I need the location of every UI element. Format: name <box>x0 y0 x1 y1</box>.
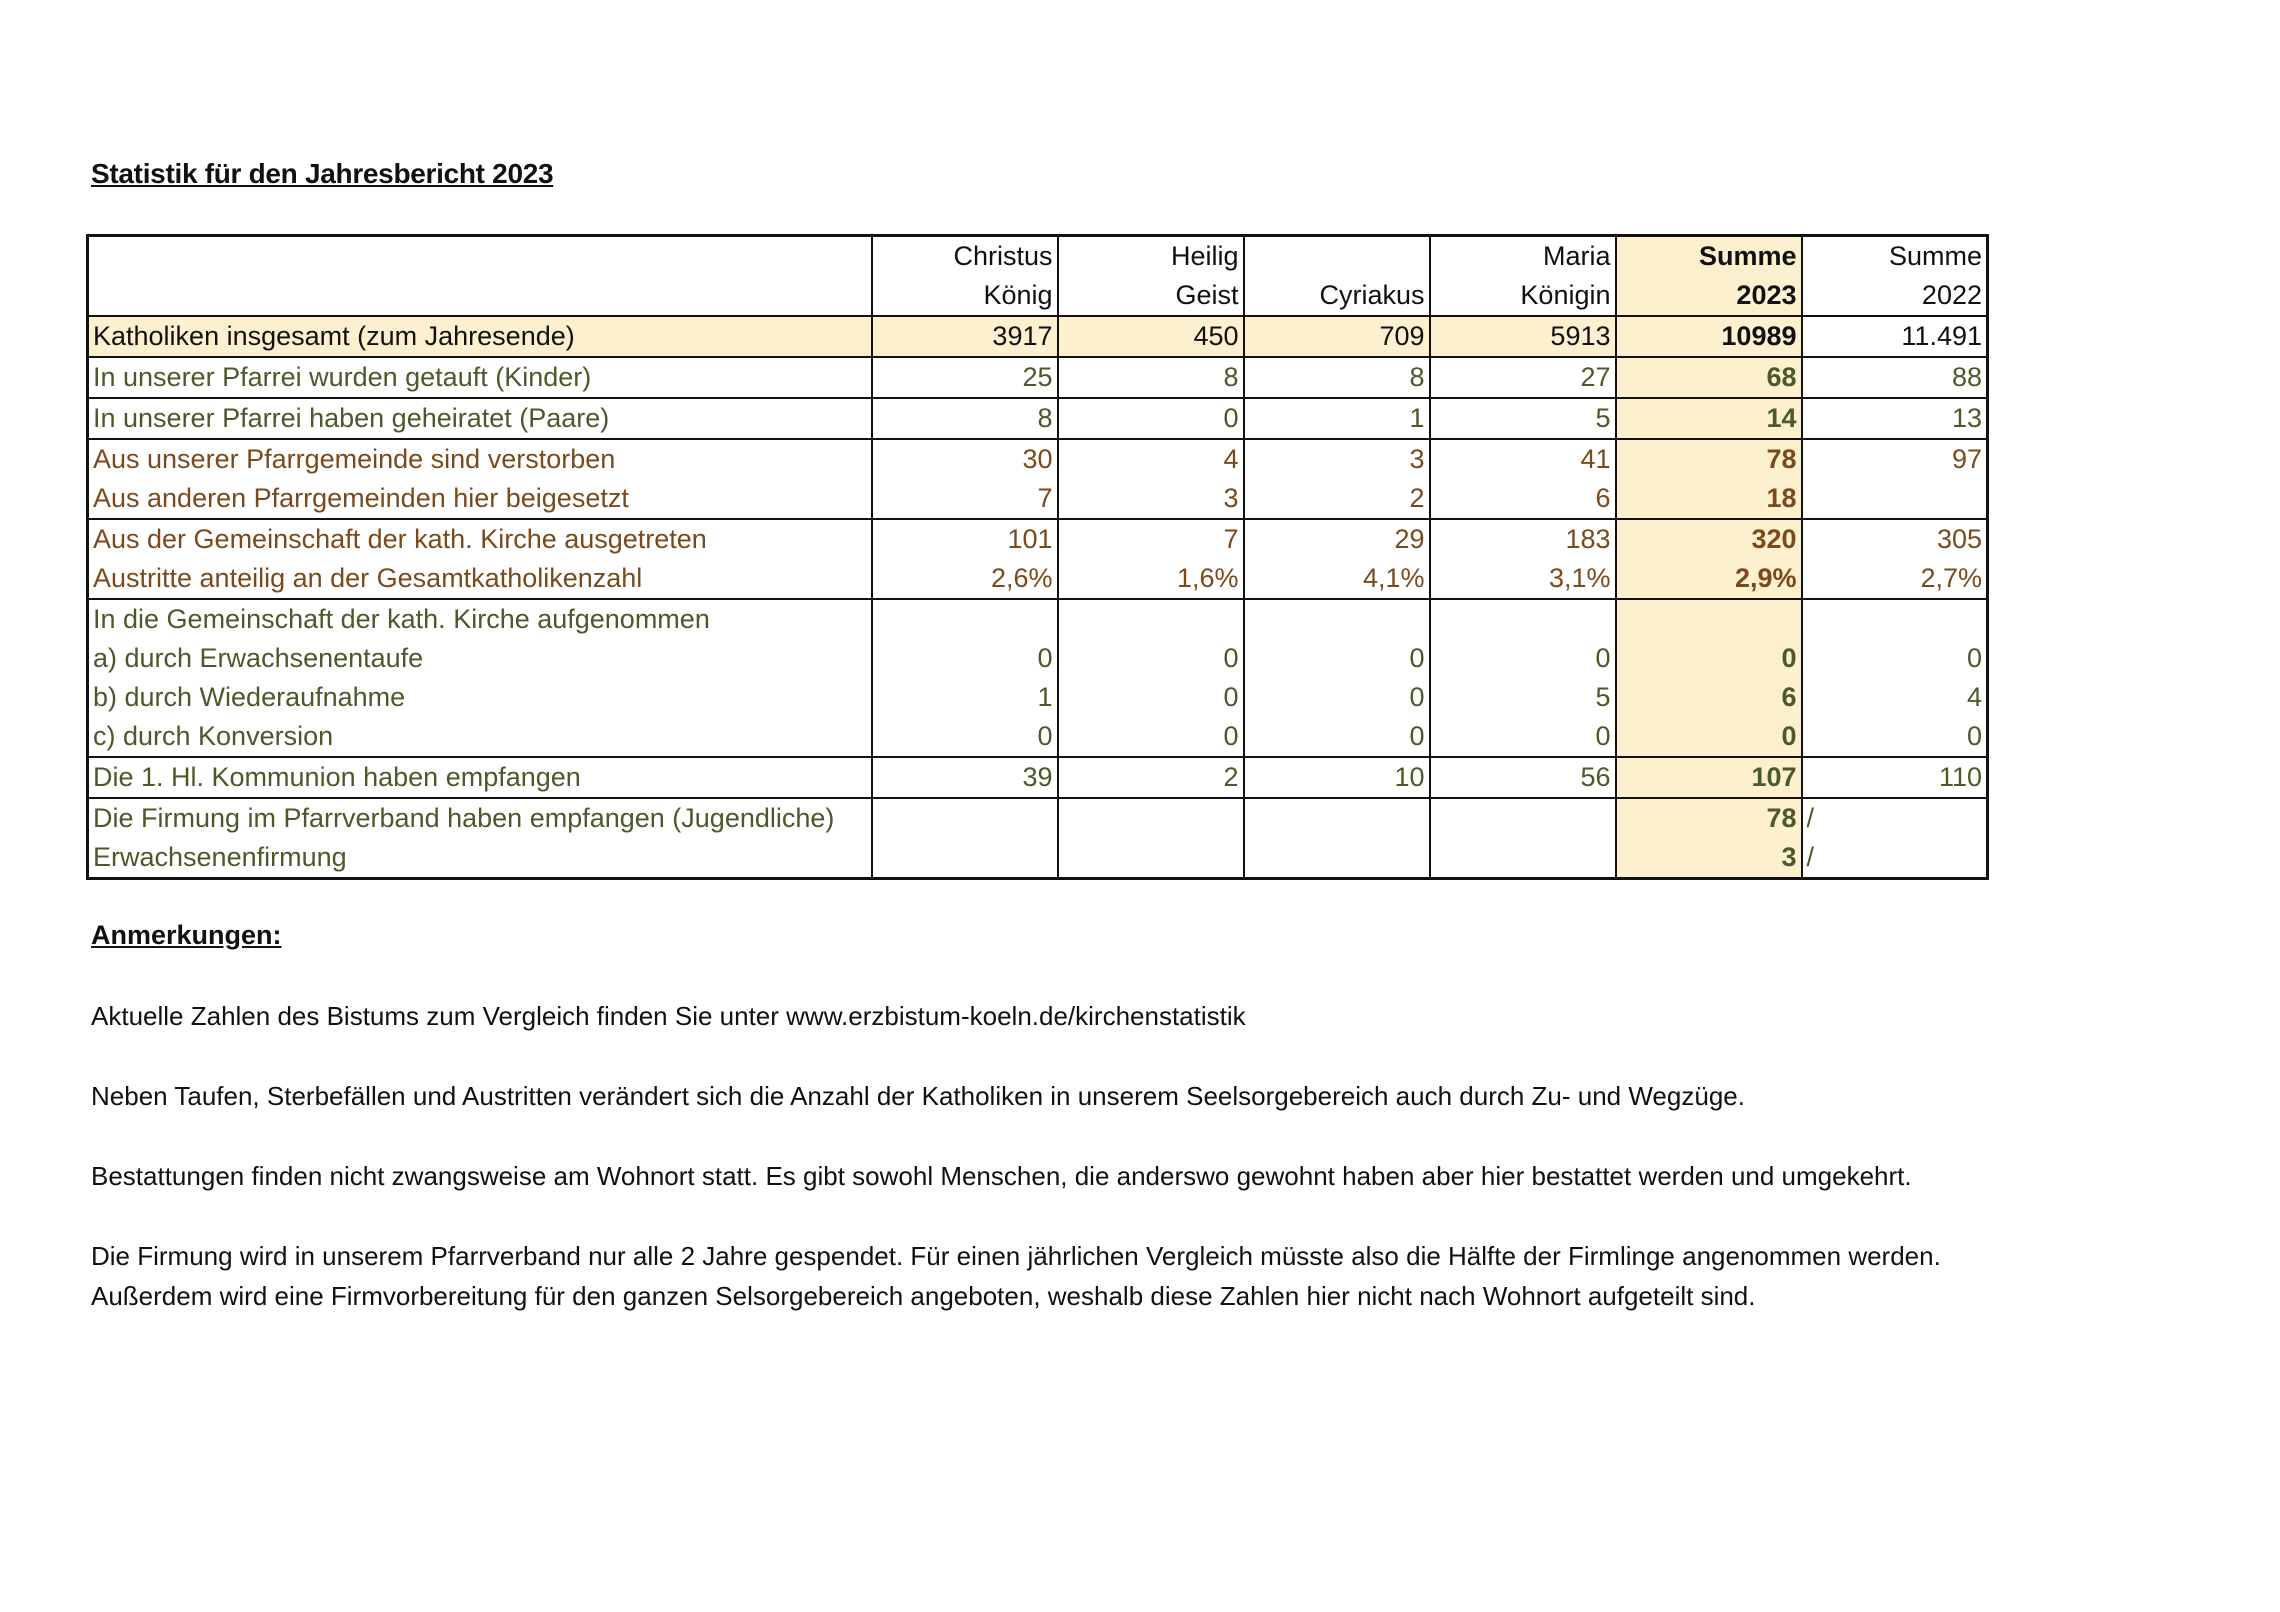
cell-value: 2 <box>1244 479 1430 519</box>
cell-value: 11.491 <box>1802 316 1988 357</box>
cell-value: 450 <box>1058 316 1244 357</box>
row-label: In die Gemeinschaft der kath. Kirche aufgenommen <box>88 599 872 639</box>
cell-value <box>1058 798 1244 838</box>
header-summe-2023-year: 2023 <box>1616 276 1802 316</box>
cell-value: 39 <box>872 757 1058 798</box>
cell-value: 3 <box>1058 479 1244 519</box>
cell-value <box>1430 838 1616 879</box>
cell-value: 13 <box>1802 398 1988 439</box>
page-title: Statistik für den Jahresbericht 2023 <box>91 158 554 189</box>
cell-value <box>1244 798 1430 838</box>
cell-value: 3,1% <box>1430 559 1616 599</box>
cell-value: 0 <box>1430 717 1616 757</box>
header-christus-koenig-2: König <box>872 276 1058 316</box>
cell-sum: 10989 <box>1616 316 1802 357</box>
cell-value: 0 <box>1244 678 1430 717</box>
cell-sum: 78 <box>1616 439 1802 479</box>
cell-value: 7 <box>1058 519 1244 559</box>
cell-value: 709 <box>1244 316 1430 357</box>
note-firmung-line-1: Die Firmung wird in unserem Pfarrverband nur alle 2 Jahre gespendet. Für einen jährlichen Vergleich müsste also die Hälfte der Firmlinge angenommen werden. <box>91 1241 1941 1271</box>
cell-value: 30 <box>872 439 1058 479</box>
table-row-taufen <box>88 357 1988 398</box>
cell-value: 0 <box>1058 639 1244 678</box>
cell-value <box>1430 798 1616 838</box>
table-row-konversion <box>88 717 1988 757</box>
table-row-kommunion <box>88 757 1988 798</box>
cell-value: 3917 <box>872 316 1058 357</box>
statistics-table <box>86 234 1989 880</box>
row-label: c) durch Konversion <box>88 717 872 757</box>
cell-value: 5 <box>1430 398 1616 439</box>
cell-value: 10 <box>1244 757 1430 798</box>
cell-sum: 107 <box>1616 757 1802 798</box>
cell-sum: 14 <box>1616 398 1802 439</box>
table-row-beigesetzt <box>88 479 1988 519</box>
table-row-wiederaufnahme <box>88 678 1988 717</box>
cell-value: 1,6% <box>1058 559 1244 599</box>
cell-value: 0 <box>872 639 1058 678</box>
table-row-aufgenommen <box>88 599 1988 639</box>
cell-value: 1 <box>872 678 1058 717</box>
header-heilig-geist-2: Geist <box>1058 276 1244 316</box>
cell-value: 0 <box>1802 717 1988 757</box>
cell-value <box>872 798 1058 838</box>
cell-value: 5 <box>1430 678 1616 717</box>
table-row-austritte-anteil <box>88 559 1988 599</box>
cell-value: 8 <box>872 398 1058 439</box>
cell-value: 0 <box>1244 717 1430 757</box>
table-row-katholiken <box>88 316 1988 357</box>
cell-value <box>1802 479 1988 519</box>
cell-value: 1 <box>1244 398 1430 439</box>
row-label: In unserer Pfarrei haben geheiratet (Paare) <box>88 398 872 439</box>
cell-value: 4 <box>1802 678 1988 717</box>
table-row-austritte <box>88 519 1988 559</box>
cell-sum: 78 <box>1616 798 1802 838</box>
table-row-trauungen <box>88 398 1988 439</box>
cell-value: 5913 <box>1430 316 1616 357</box>
table-header-row-2 <box>88 276 1988 316</box>
header-empty-cell <box>88 236 872 277</box>
cell-value: 0 <box>1058 717 1244 757</box>
row-label: Erwachsenenfirmung <box>88 838 872 879</box>
row-label: In unserer Pfarrei wurden getauft (Kinder) <box>88 357 872 398</box>
header-cyriakus-2: Cyriakus <box>1244 276 1430 316</box>
cell-value <box>1802 599 1988 639</box>
row-label: Katholiken insgesamt (zum Jahresende) <box>88 316 872 357</box>
header-maria-koenigin-2: Königin <box>1430 276 1616 316</box>
cell-sum: 0 <box>1616 717 1802 757</box>
cell-value: 27 <box>1430 357 1616 398</box>
cell-value: 4 <box>1058 439 1244 479</box>
cell-value: 8 <box>1058 357 1244 398</box>
note-bistum-link: Aktuelle Zahlen des Bistums zum Vergleich finden Sie unter www.erzbistum-koeln.de/kirchenstatistik <box>91 1001 1246 1031</box>
table-row-verstorben <box>88 439 1988 479</box>
cell-value: 8 <box>1244 357 1430 398</box>
header-empty-cell <box>88 276 872 316</box>
cell-value: 101 <box>872 519 1058 559</box>
row-label: Aus der Gemeinschaft der kath. Kirche ausgetreten <box>88 519 872 559</box>
cell-sum: 0 <box>1616 639 1802 678</box>
cell-value: 25 <box>872 357 1058 398</box>
cell-sum: 3 <box>1616 838 1802 879</box>
cell-value: 110 <box>1802 757 1988 798</box>
cell-value <box>872 599 1058 639</box>
header-christus-koenig: Christus <box>872 236 1058 277</box>
cell-value: 0 <box>1058 678 1244 717</box>
cell-value: 6 <box>1430 479 1616 519</box>
cell-value: 88 <box>1802 357 1988 398</box>
row-label: b) durch Wiederaufnahme <box>88 678 872 717</box>
cell-value: 0 <box>1058 398 1244 439</box>
cell-value <box>1244 838 1430 879</box>
cell-value: 97 <box>1802 439 1988 479</box>
cell-value <box>1058 838 1244 879</box>
cell-sum: 320 <box>1616 519 1802 559</box>
cell-slash: / <box>1802 838 1988 879</box>
cell-sum <box>1616 599 1802 639</box>
cell-slash: / <box>1802 798 1988 838</box>
cell-value: 29 <box>1244 519 1430 559</box>
cell-value: 7 <box>872 479 1058 519</box>
cell-value: 0 <box>1430 639 1616 678</box>
cell-value: 56 <box>1430 757 1616 798</box>
row-label: Austritte anteilig an der Gesamtkatholikenzahl <box>88 559 872 599</box>
cell-value: 305 <box>1802 519 1988 559</box>
cell-value: 2,7% <box>1802 559 1988 599</box>
note-zu-wegzuege: Neben Taufen, Sterbefällen und Austritten verändert sich die Anzahl der Katholiken in unserem Seelsorgebereich auch durch Zu- und Wegzüge. <box>91 1081 1745 1111</box>
cell-value: 2,6% <box>872 559 1058 599</box>
note-bestattungen: Bestattungen finden nicht zwangsweise am Wohnort statt. Es gibt sowohl Menschen, die anderswo gewohnt haben aber hier bestattet werden und umgekehrt. <box>91 1161 1912 1191</box>
cell-value: 0 <box>1802 639 1988 678</box>
row-label: Aus anderen Pfarrgemeinden hier beigesetzt <box>88 479 872 519</box>
notes-heading: Anmerkungen: <box>91 920 282 950</box>
header-summe-2022: Summe <box>1802 236 1988 277</box>
header-maria-koenigin: Maria <box>1430 236 1616 277</box>
cell-value <box>872 838 1058 879</box>
table-row-erwachsenentaufe <box>88 639 1988 678</box>
header-summe-2022-year: 2022 <box>1802 276 1988 316</box>
header-heilig-geist: Heilig <box>1058 236 1244 277</box>
note-firmung-line-2: Außerdem wird eine Firmvorbereitung für den ganzen Selsorgebereich angeboten, weshalb diese Zahlen hier nicht nach Wohnort aufgeteilt sind. <box>91 1281 1756 1311</box>
cell-sum: 68 <box>1616 357 1802 398</box>
row-label: a) durch Erwachsenentaufe <box>88 639 872 678</box>
cell-value: 4,1% <box>1244 559 1430 599</box>
cell-value: 0 <box>872 717 1058 757</box>
header-cyriakus <box>1244 236 1430 277</box>
cell-value: 2 <box>1058 757 1244 798</box>
cell-sum: 2,9% <box>1616 559 1802 599</box>
cell-value: 0 <box>1244 639 1430 678</box>
cell-sum: 18 <box>1616 479 1802 519</box>
cell-value: 41 <box>1430 439 1616 479</box>
row-label: Die Firmung im Pfarrverband haben empfangen (Jugendliche) <box>88 798 872 838</box>
row-label: Aus unserer Pfarrgemeinde sind verstorben <box>88 439 872 479</box>
cell-value: 3 <box>1244 439 1430 479</box>
cell-value <box>1244 599 1430 639</box>
cell-value: 183 <box>1430 519 1616 559</box>
table-row-erwachsenenfirmung <box>88 838 1988 879</box>
row-label: Die 1. Hl. Kommunion haben empfangen <box>88 757 872 798</box>
header-summe-2023: Summe <box>1616 236 1802 277</box>
cell-sum: 6 <box>1616 678 1802 717</box>
table-row-firmung <box>88 798 1988 838</box>
cell-value <box>1058 599 1244 639</box>
table-header-row-1 <box>88 236 1988 277</box>
cell-value <box>1430 599 1616 639</box>
